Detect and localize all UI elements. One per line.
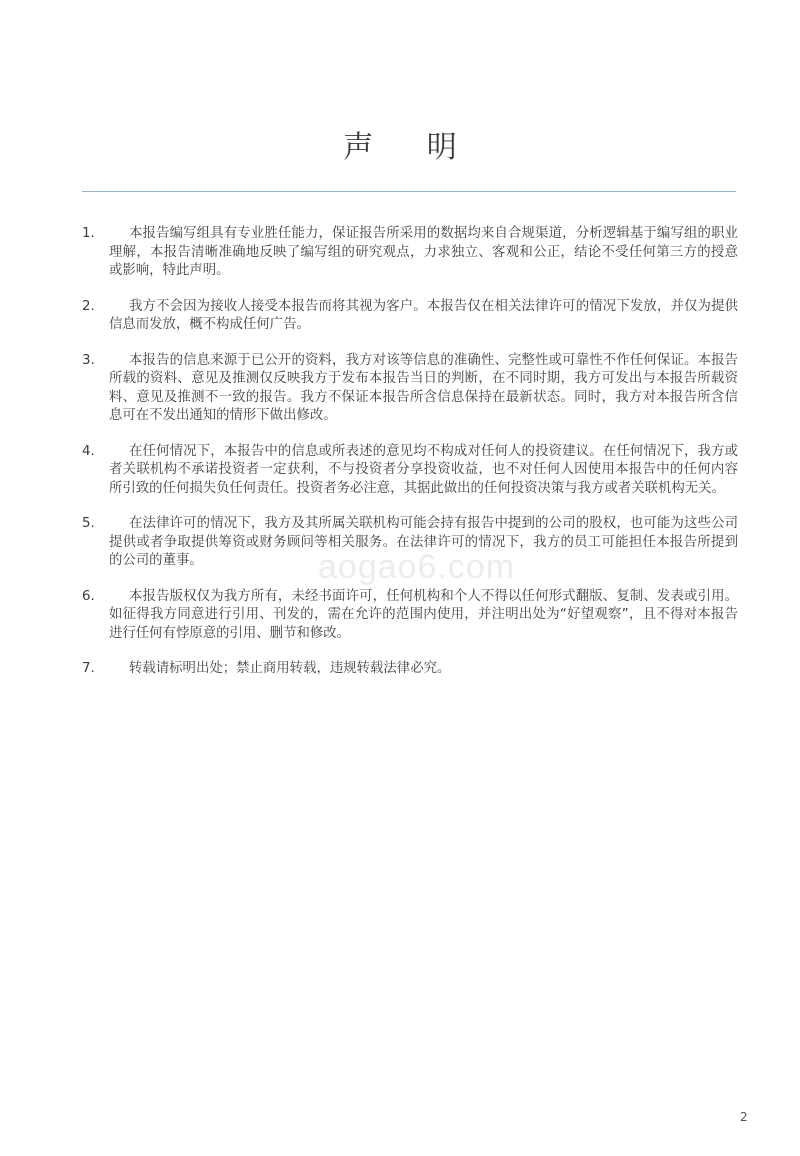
item-number: 5. bbox=[82, 516, 95, 531]
item-number: 1. bbox=[82, 226, 95, 241]
statement-item-1 bbox=[82, 225, 738, 281]
statement-list bbox=[82, 225, 738, 696]
item-number: 3. bbox=[82, 352, 95, 368]
item-text: 转载请标明出处；禁止商用转载，违规转载法律必究。 bbox=[129, 661, 451, 676]
page-title: 声 明 bbox=[343, 130, 479, 165]
item-text: 本报告的信息来源于已公开的资料，我方对该等信息的准确性、完整性或可靠性不作任何保证。本报告所载的资料、意见及推测仅反映我方于发布本报告当日的判断，在不同时期，我方可发出与本报告所载资料、意见及推测不一致的报告。我方不保证本报告所含信息保持在最新状态。同时，我方对本报告所含信息可在不发出通知的情形下做出修改。 bbox=[109, 352, 738, 423]
item-text: 在任何情况下，本报告中的信息或所表述的意见均不构成对任何人的投资建议。在任何情况下，我方或者关联机构不承诺投资者一定获利，不与投资者分享投资收益，也不对任何人因使用本报告中的任何内容所引致的任何损失负任何责任。投资者务必注意，其据此做出的任何投资决策与我方或者关联机构无关。 bbox=[109, 443, 738, 496]
watermark: aogao6.com bbox=[318, 548, 516, 586]
item-text: 本报告编写组具有专业胜任能力，保证报告所采用的数据均来自合规渠道，分析逻辑基于编写组的职业理解，本报告清晰准确地反映了编写组的研究观点，力求独立、客观和公正，结论不受任何第三方的授意或影响，特此声明。 bbox=[109, 226, 738, 278]
item-number: 6. bbox=[82, 588, 95, 604]
statement-item-6 bbox=[82, 588, 738, 644]
statement-item-7 bbox=[82, 660, 738, 679]
item-number: 4. bbox=[82, 443, 95, 459]
item-number: 7. bbox=[82, 661, 95, 676]
item-text: 我方不会因为接收人接受本报告而将其视为客户。本报告仅在相关法律许可的情况下发放，并仅为提供信息而发放，概不构成任何广告。 bbox=[109, 298, 738, 332]
item-number: 2. bbox=[82, 298, 95, 314]
statement-item-4 bbox=[82, 443, 738, 499]
page-number: 2 bbox=[740, 1110, 748, 1124]
statement-item-3 bbox=[82, 352, 738, 426]
item-text: 本报告版权仅为我方所有，未经书面许可，任何机构和个人不得以任何形式翻版、复制、发表或引用。如征得我方同意进行引用、刊发的，需在允许的范围内使用，并注明出处为“好望观察”，且不得对本报告进行任何有悖原意的引用、删节和修改。 bbox=[109, 588, 738, 641]
item-text: 在法律许可的情况下，我方及其所属关联机构可能会持有报告中提到的公司的股权，也可能为这些公司提供或者争取提供筹资或财务顾问等相关服务。在法律许可的情况下，我方的员工可能担任本报告所提到的公司的董事。 bbox=[109, 516, 738, 568]
statement-item-2 bbox=[82, 298, 738, 335]
title-divider bbox=[82, 191, 736, 192]
